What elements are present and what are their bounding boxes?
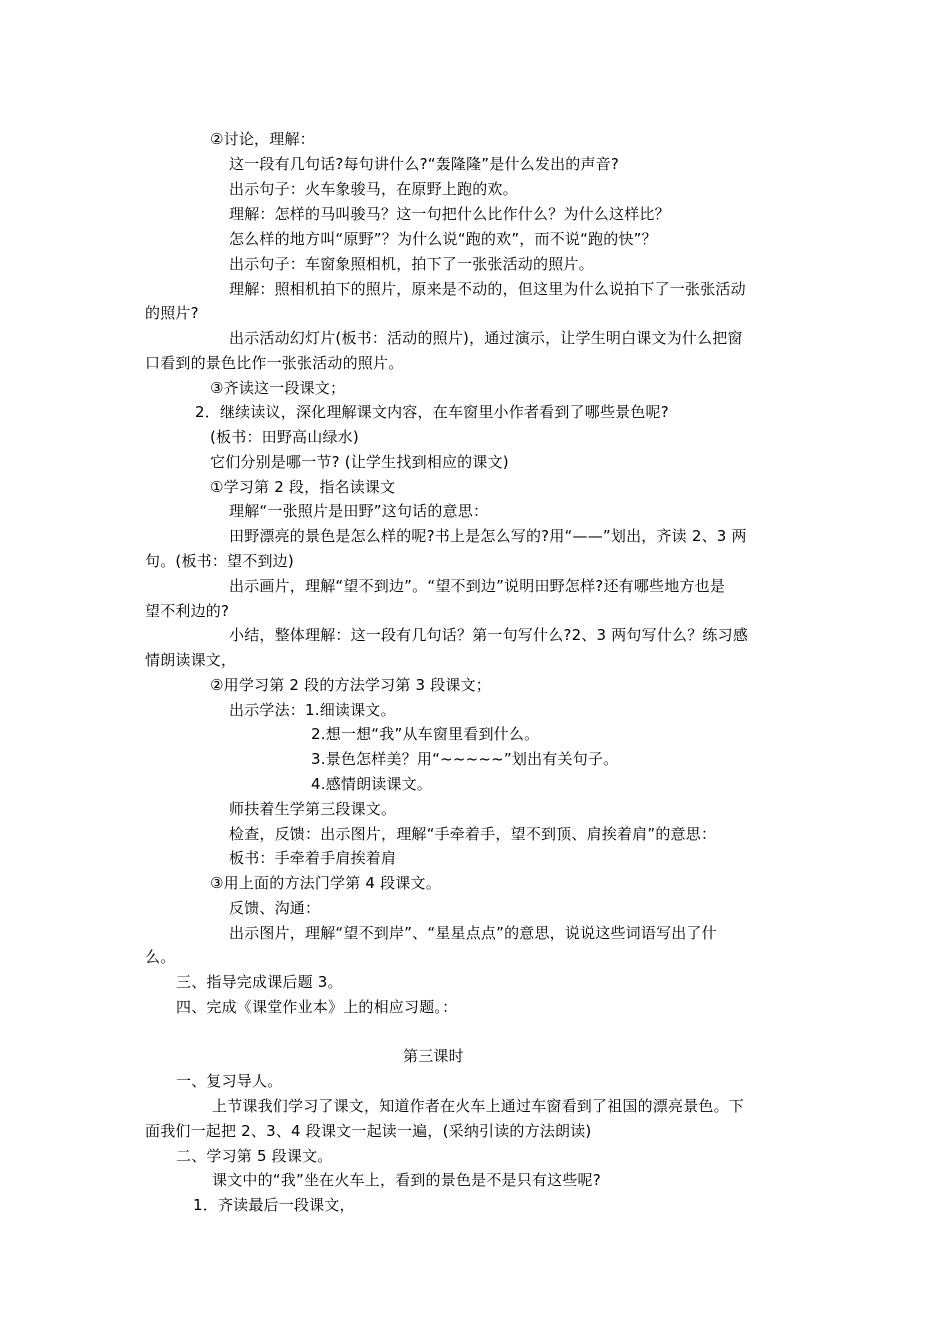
text-line: 小结，整体理解：这一段有几句话？第一句写什么?2、3 两句写什么？练习感 bbox=[229, 626, 749, 644]
text-line: ①学习第 2 段，指名读课文 bbox=[210, 478, 396, 496]
text-line: ②讨论，理解： bbox=[210, 130, 315, 148]
section-heading: 第三课时 bbox=[403, 1047, 464, 1065]
text-line: 口看到的景色比作一张张活动的照片。 bbox=[145, 354, 404, 372]
text-line: 检查，反馈：出示图片，理解“手牵着手，望不到顶、肩挨着肩”的意思： bbox=[229, 825, 717, 843]
text-line: 理解：怎样的马叫骏马？这一句把什么比作什么？为什么这样比？ bbox=[229, 205, 670, 223]
text-line: 2．继续读议，深化理解课文内容，在车窗里小作者看到了哪些景色呢? bbox=[195, 403, 669, 421]
text-line: 课文中的“我”坐在火车上，看到的景色是不是只有这些呢? bbox=[212, 1171, 601, 1189]
text-line: 望不利边的? bbox=[145, 602, 230, 620]
text-line: 田野漂亮的景色是怎么样的呢?书上是怎么写的?用“——”划出，齐读 2、3 两 bbox=[229, 527, 747, 545]
text-line: 出示句子：车窗象照相机，拍下了一张张活动的照片。 bbox=[229, 255, 594, 273]
text-line: 3.景色怎样美？用“~~~~~”划出有关句子。 bbox=[311, 750, 619, 768]
text-line: 怎么样的地方叫“原野”？为什么说“跑的欢”，而不说“跑的快”？ bbox=[229, 230, 657, 248]
text-line: 4.感情朗读课文。 bbox=[311, 775, 433, 793]
text-line: 这一段有几句话?每句讲什么?“轰隆隆”是什么发出的声音? bbox=[229, 155, 620, 173]
text-line: 它们分别是哪一节? (让学生找到相应的课文) bbox=[210, 453, 509, 471]
text-line: 三、指导完成课后题 3。 bbox=[176, 973, 343, 991]
text-line: 1．齐读最后一段课文， bbox=[193, 1196, 355, 1214]
text-line: 的照片? bbox=[145, 304, 199, 322]
text-line: 么。 bbox=[145, 948, 176, 966]
text-line: 2.想一想“我”从车窗里看到什么。 bbox=[311, 725, 540, 743]
text-line: 出示学法：1.细读课文。 bbox=[229, 701, 396, 719]
text-line: 出示图片，理解“望不到岸”、“星星点点”的意思，说说这些词语写出了什 bbox=[229, 924, 717, 942]
text-line: 上节课我们学习了课文，知道作者在火车上通过车窗看到了祖国的漂亮景色。下 bbox=[212, 1097, 745, 1115]
text-line: 四、完成《课堂作业本》上的相应习题。： bbox=[176, 998, 458, 1016]
text-line: 二、学习第 5 段课文。 bbox=[176, 1147, 333, 1165]
text-line: 面我们一起把 2、3、4 段课文一起读一遍，(采纳引读的方法朗读) bbox=[145, 1122, 592, 1140]
text-line: 一、复习导人。 bbox=[176, 1072, 283, 1090]
text-line: 句。(板书：望不到边) bbox=[145, 552, 294, 570]
text-line: 出示句子：火车象骏马，在原野上跑的欢。 bbox=[229, 180, 518, 198]
text-line: 理解：照相机拍下的照片，原来是不动的，但这里为什么说拍下了一张张活动 bbox=[229, 280, 746, 298]
text-line: ②用学习第 2 段的方法学习第 3 段课文； bbox=[210, 676, 492, 694]
text-line: (板书：田野高山绿水) bbox=[210, 428, 359, 446]
text-line: 情朗读课文， bbox=[145, 651, 237, 669]
text-line: ③齐读这一段课文； bbox=[210, 379, 346, 397]
text-line: ③用上面的方法门学第 4 段课文。 bbox=[210, 874, 441, 892]
text-line: 师扶着生学第三段课文。 bbox=[229, 800, 397, 818]
text-line: 反馈、沟通： bbox=[229, 899, 321, 917]
text-line: 板书：手牵着手肩挨着肩 bbox=[229, 849, 397, 867]
text-line: 理解“一张照片是田野”这句话的意思： bbox=[229, 502, 489, 520]
text-line: 出示画片，理解“望不到边”。“望不到边”说明田野怎样?还有哪些地方也是 bbox=[229, 577, 726, 595]
text-line: 出示活动幻灯片(板书：活动的照片)，通过演示，让学生明白课文为什么把窗 bbox=[229, 329, 743, 347]
